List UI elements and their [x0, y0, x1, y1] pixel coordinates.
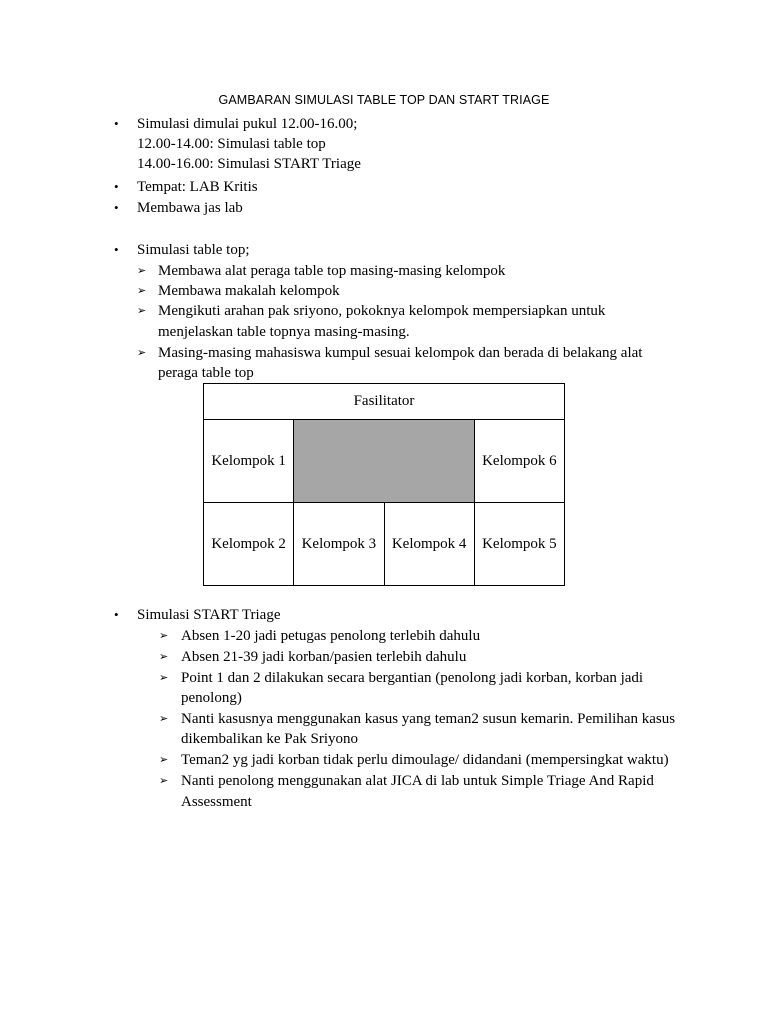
group-cell: Kelompok 2 [204, 503, 294, 586]
bullet-symbol: • [114, 200, 119, 215]
arrow-bullet-icon: ➢ [159, 630, 169, 642]
arrow-bullet-icon: ➢ [159, 672, 169, 684]
facilitator-cell: Fasilitator [204, 384, 565, 420]
arrow-bullet-icon: ➢ [159, 713, 169, 725]
document-title: GAMBARAN SIMULASI TABLE TOP DAN START TRIAGE [218, 93, 550, 107]
table-top-heading: Simulasi table top; [137, 242, 250, 258]
table-top-area [294, 420, 475, 503]
bullet-symbol: • [114, 242, 119, 257]
table-top-item: Membawa alat peraga table top masing-masing kelompok [158, 263, 506, 279]
start-triage-item: Teman2 yg jadi korban tidak perlu dimoulage/ didandani (mempersingkat waktu) [181, 752, 669, 768]
group-cell: Kelompok 5 [474, 503, 564, 586]
start-triage-item: Absen 21-39 jadi korban/pasien terlebih dahulu [181, 649, 467, 665]
group-cell: Kelompok 3 [294, 503, 384, 586]
start-triage-item-continued: Assessment [181, 794, 252, 810]
arrow-bullet-icon: ➢ [159, 651, 169, 663]
arrow-bullet-icon: ➢ [137, 265, 147, 277]
arrow-bullet-icon: ➢ [159, 754, 169, 766]
group-layout-table [203, 383, 565, 586]
place-line: Tempat: LAB Kritis [137, 179, 258, 195]
start-triage-item: Absen 1-20 jadi petugas penolong terlebih dahulu [181, 628, 481, 644]
schedule-line: 12.00-14.00: Simulasi table top [137, 136, 326, 152]
schedule-line: 14.00-16.00: Simulasi START Triage [137, 156, 361, 172]
group-cell: Kelompok 4 [384, 503, 474, 586]
table-top-item-continued: menjelaskan table topnya masing-masing. [158, 324, 410, 340]
schedule-line: Simulasi dimulai pukul 12.00-16.00; [137, 116, 358, 132]
arrow-bullet-icon: ➢ [137, 347, 147, 359]
table-top-item-continued: peraga table top [158, 365, 254, 381]
start-triage-item-continued: penolong) [181, 690, 242, 706]
bullet-symbol: • [114, 116, 119, 131]
bullet-symbol: • [114, 179, 119, 194]
start-triage-item: Nanti kasusnya menggunakan kasus yang teman2 susun kemarin. Pemilihan kasus [181, 711, 676, 727]
arrow-bullet-icon: ➢ [137, 305, 147, 317]
bring-line: Membawa jas lab [137, 200, 243, 216]
arrow-bullet-icon: ➢ [159, 775, 169, 787]
start-triage-item: Nanti penolong menggunakan alat JICA di lab untuk Simple Triage And Rapid [181, 773, 654, 789]
arrow-bullet-icon: ➢ [137, 285, 147, 297]
start-triage-heading: Simulasi START Triage [137, 607, 281, 623]
table-top-item: Membawa makalah kelompok [158, 283, 340, 299]
start-triage-item: Point 1 dan 2 dilakukan secara bergantian (penolong jadi korban, korban jadi [181, 670, 644, 686]
table-top-item: Mengikuti arahan pak sriyono, pokoknya kelompok mempersiapkan untuk [158, 303, 606, 319]
group-cell: Kelompok 1 [204, 420, 294, 503]
group-cell: Kelompok 6 [474, 420, 564, 503]
table-top-item: Masing-masing mahasiswa kumpul sesuai kelompok dan berada di belakang alat [158, 345, 643, 361]
start-triage-item-continued: dikembalikan ke Pak Sriyono [181, 731, 359, 747]
bullet-symbol: • [114, 607, 119, 622]
